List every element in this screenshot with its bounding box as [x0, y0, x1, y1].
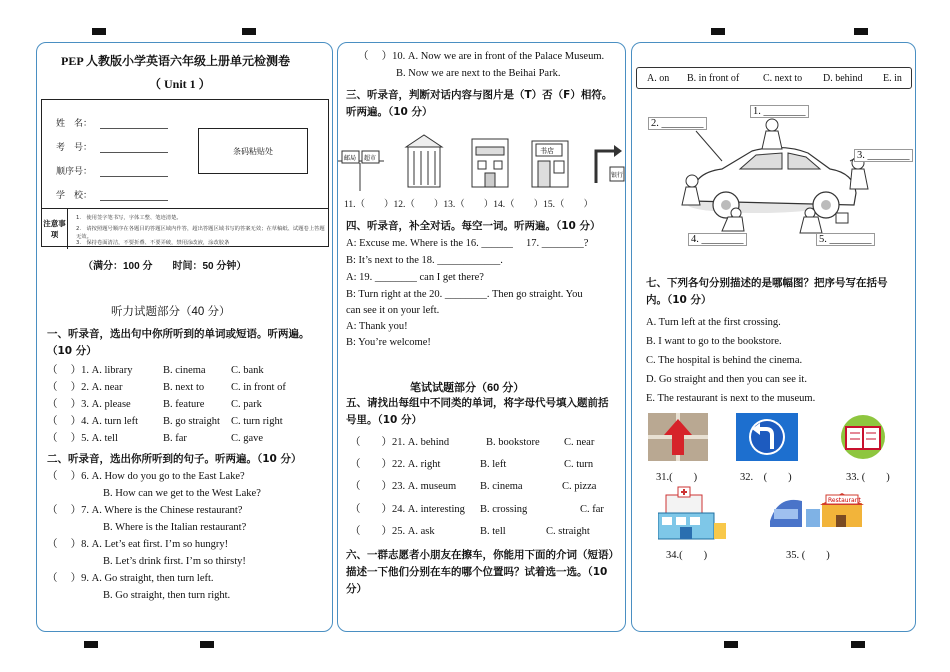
note-item: 2. 请按照题号顺序在各题目的答题区域内作答，超出答题区域书写的答案无效；在草稿纸、试题卷上答题无效。 [76, 226, 325, 240]
dialog-line: A: Thank you! [346, 321, 408, 332]
q4-title: 四、听录音，补全对话。每空一词。听两遍。（10 分） [346, 220, 601, 232]
car-blank-5[interactable]: 5. ________ [816, 233, 875, 246]
word-bank-option: D. behind [823, 73, 863, 84]
museum-building-picture [402, 133, 446, 191]
q5-option-a: （ ）21. A. behind [350, 437, 450, 448]
sign-text-bookstore: 书店 [540, 147, 554, 155]
sign-text-post-office: 邮局 [344, 155, 357, 162]
note-item: 1. 使用签字笔书写，字体工整、笔迹清楚。 [76, 215, 182, 221]
hospital-cinema-picture [658, 485, 728, 543]
q1-option-b: B. feature [163, 399, 205, 410]
dialog-line: A: 19. ________ can I get there? [346, 272, 484, 283]
q10-option-b: B. Now we are next to the Beihai Park. [396, 68, 561, 79]
q5-title: 五、请找出每组中不同类的单词，将字母代号填入题前括号里。（10 分） [346, 397, 609, 426]
crossroad-arrow-picture [648, 413, 708, 461]
q1-option-a: （ ）5. A. tell [47, 433, 118, 444]
dialog-line: can see it on your left. [346, 305, 440, 316]
q5-item [350, 478, 597, 495]
q2-option-b: B. Go straight, then turn right. [103, 590, 231, 601]
listening-header: 听力试题部分（40 分） [111, 306, 231, 318]
q1-title: 一、听录音，选出句中你所听到的单词或短语。听两遍。（10 分） [47, 328, 310, 357]
q7-item: B. I want to go to the bookstore. [646, 336, 782, 347]
notes-section [42, 208, 328, 248]
alignment-mark [854, 28, 868, 35]
q5-option-c: C. far [580, 504, 604, 515]
sequence-field[interactable] [100, 176, 168, 177]
word-bank-option: C. next to [763, 73, 803, 84]
q1-option-a: （ ）4. A. turn left [47, 416, 138, 427]
q5-option-c: C. pizza [562, 481, 597, 492]
q1-option-c: C. bank [231, 365, 264, 376]
q7-item: E. The restaurant is next to the museum. [646, 393, 816, 404]
barcode-area: 条码粘贴处 [198, 128, 308, 174]
alignment-mark [84, 641, 98, 648]
q1-option-c: C. gave [231, 433, 264, 444]
q7-item: D. Go straight and then you can see it. [646, 374, 807, 385]
restaurant-sign-text: Restaurant [828, 497, 861, 504]
dialog-line: B: You’re welcome! [346, 337, 431, 348]
bank-arrow-picture [588, 133, 626, 191]
q5-option-b: B. crossing [480, 504, 528, 515]
school-label: 学 校： [56, 191, 93, 201]
word-bank-option: B. in front of [687, 73, 740, 84]
picture-answer-34[interactable]: 34.( ) [666, 550, 708, 561]
word-bank [636, 67, 912, 89]
q1-option-b: B. next to [163, 382, 205, 393]
picture-answer-35[interactable]: 35. ( ) [786, 550, 830, 561]
picture-answer-33[interactable]: 33. ( ) [846, 472, 890, 483]
note-item: 3. 保持卷面清洁，不要折叠、不要弄破，禁用涂改液，涂改胶条 [76, 240, 230, 246]
q2-option-a: （ ）8. A. Let’s eat first. I’m so hungry! [47, 539, 229, 550]
q5-option-c: C. turn [564, 459, 594, 470]
name-field[interactable] [100, 128, 168, 129]
q1-option-a: （ ）2. A. near [47, 382, 123, 393]
alignment-mark [724, 641, 738, 648]
dialog-line: B: It’s next to the 18. ____________. [346, 255, 503, 266]
q7-item: C. The hospital is behind the cinema. [646, 355, 803, 366]
score-time: （满分：100 分 时间：50 分钟） [83, 261, 247, 272]
q3-title: 三、听录音，判断对话内容与图片是（T）否（F）相符。听两遍。（10 分） [346, 89, 613, 118]
q5-item [350, 523, 590, 540]
q2-option-b: B. Where is the Italian restaurant? [103, 522, 247, 533]
q5-option-b: B. tell [480, 526, 506, 537]
q7-title: 七、下列各句分别描述的是哪幅图？把序号写在括号内。（10 分） [646, 277, 888, 306]
q5-item [350, 434, 595, 451]
candidate-info-box [41, 99, 329, 247]
car-blank-4[interactable]: 4. ________ [688, 233, 747, 246]
q1-item [47, 362, 264, 379]
q2-option-b: B. How can we get to the West Lake? [103, 488, 261, 499]
q3-answer-row: 11.（ ）12.（ ）13.（ ）14.（ ）15.（ ） [344, 200, 594, 210]
q1-item [47, 430, 264, 447]
name-label: 姓 名： [56, 119, 93, 129]
q3-picture-strip [338, 131, 626, 191]
q1-option-b: B. cinema [163, 365, 206, 376]
exam-title: PEP 人教版小学英语六年级上册单元检测卷 [61, 54, 291, 68]
notes-label: 注意事项 [42, 209, 68, 249]
q1-option-a: （ ）3. A. please [47, 399, 131, 410]
q7-item: A. Turn left at the first crossing. [646, 317, 781, 328]
q5-option-b: B. cinema [480, 481, 523, 492]
q5-option-a: （ ）24. A. interesting [350, 504, 465, 515]
q2-option-b: B. Let’s drink first. I’m so thirsty! [103, 556, 246, 567]
picture-answer-32[interactable]: 32. ( ) [740, 472, 792, 483]
picture-answer-31[interactable]: 31.( ) [656, 472, 698, 483]
q6-title: 六、一群志愿者小朋友在擦车，你能用下面的介词（短语）描述一下他们分别在车的哪个位置吗？试着选一选。（10 分） [346, 549, 614, 595]
q2-option-a: （ ）6. A. How do you go to the East Lake? [47, 471, 245, 482]
street-sign-picture [338, 133, 384, 191]
q1-option-a: （ ）1. A. library [47, 365, 133, 376]
alignment-mark [851, 641, 865, 648]
turn-left-sign-picture [736, 413, 798, 461]
alignment-mark [200, 641, 214, 648]
q1-option-c: C. park [231, 399, 262, 410]
museum-restaurant-picture [768, 491, 868, 535]
q1-item [47, 379, 286, 396]
q1-option-b: B. go straight [163, 416, 220, 427]
exam-number-field[interactable] [100, 152, 168, 153]
unit-label: （ Unit 1 ） [149, 77, 211, 91]
q5-option-a: （ ）22. A. right [350, 459, 441, 470]
q1-item [47, 396, 262, 413]
q5-item [350, 501, 604, 518]
dialog-line: B: Turn right at the 20. ________. Then go straight. You [346, 289, 583, 300]
q5-item [350, 456, 594, 473]
exam-number-label: 考 号： [56, 143, 93, 153]
alignment-mark [711, 28, 725, 35]
left-panel [36, 42, 333, 632]
sign-text-bank: 银行 [611, 172, 624, 179]
q1-option-c: C. in front of [231, 382, 286, 393]
q1-option-b: B. far [163, 433, 187, 444]
q5-option-a: （ ）25. A. ask [350, 526, 435, 537]
q2-option-a: （ ）7. A. Where is the Chinese restaurant? [47, 505, 243, 516]
car-blank-2[interactable]: 2. ________ [648, 117, 707, 130]
q5-option-a: （ ）23. A. museum [350, 481, 457, 492]
q5-option-b: B. left [480, 459, 507, 470]
q2-option-a: （ ）9. A. Go straight, then turn left. [47, 573, 214, 584]
right-panel [631, 42, 916, 632]
q5-option-c: C. straight [546, 526, 590, 537]
dialog-line: A: Excuse me. Where is the 16. ______ 17. ________? [346, 238, 589, 249]
alignment-mark [92, 28, 106, 35]
school-field[interactable] [100, 200, 168, 201]
bank-building-picture [468, 133, 512, 191]
book-picture [836, 413, 890, 461]
sequence-label: 顺序号： [56, 167, 93, 177]
sign-text-supermarket: 超市 [364, 155, 377, 162]
alignment-mark [242, 28, 256, 35]
middle-panel [337, 42, 626, 632]
written-header: 笔试试题部分（60 分） [410, 382, 525, 394]
word-bank-option: E. in [883, 73, 902, 84]
word-bank-option: A. on [647, 73, 670, 84]
q5-option-b: B. bookstore [486, 437, 540, 448]
car-blank-1[interactable]: 1. ________ [750, 105, 809, 118]
q5-option-c: C. near [564, 437, 595, 448]
bookstore-picture [528, 133, 572, 191]
q1-item [47, 413, 283, 430]
q2-title: 二、听录音，选出你所听到的句子。听两遍。（10 分） [47, 453, 302, 465]
q10-option-a: （ ）10. A. Now we are in front of the Palace Museum. [358, 51, 605, 62]
q1-option-c: C. turn right [231, 416, 283, 427]
car-blank-3[interactable]: 3. ________ [854, 149, 913, 162]
